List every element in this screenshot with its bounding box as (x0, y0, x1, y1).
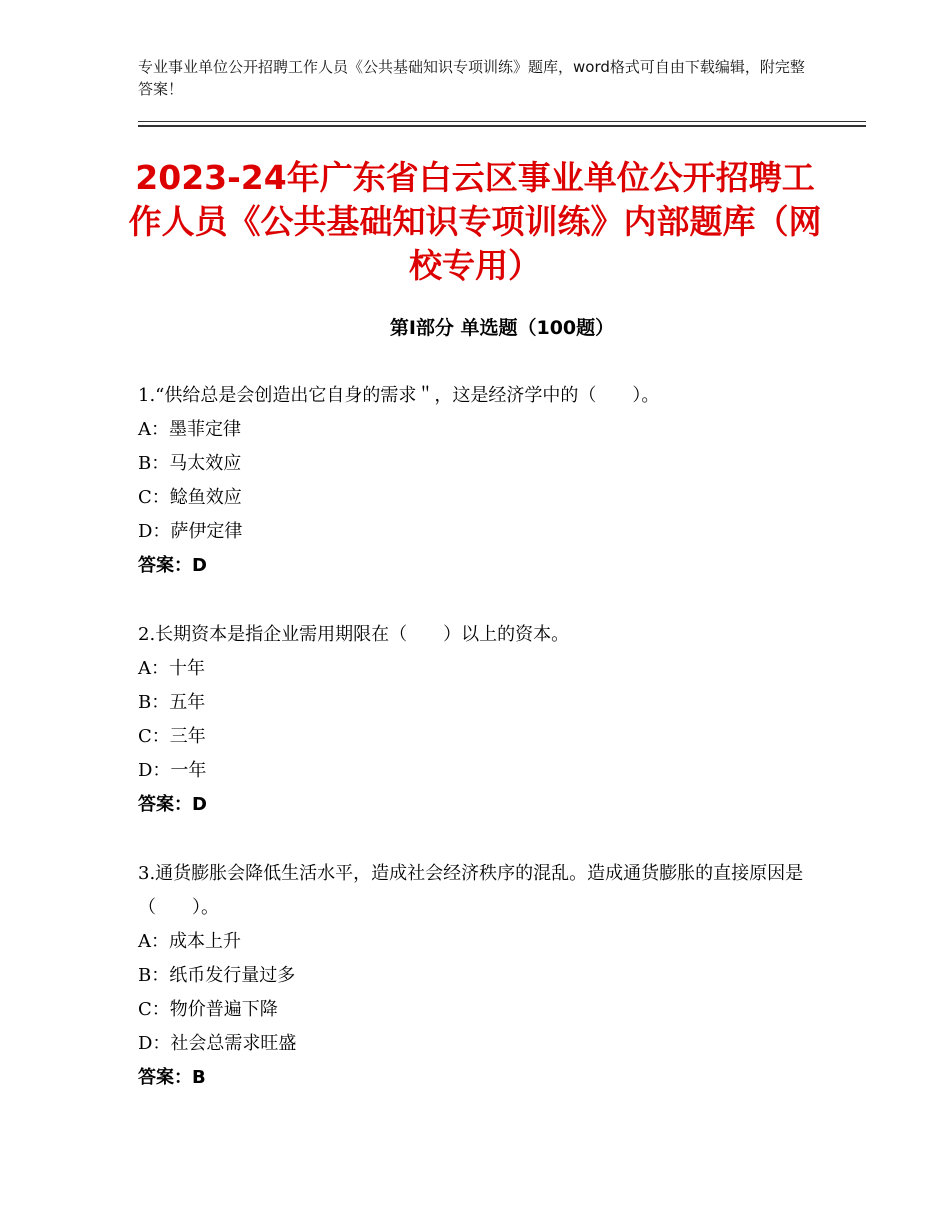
option-c: C：物价普遍下降 (138, 999, 278, 1020)
option-c: C：鲶鱼效应 (138, 487, 242, 508)
question-stem: 1.“供给总是会创造出它自身的需求＂，这是经济学中的（ ）。 (138, 385, 660, 406)
section-title: 第Ⅰ部分 单选题（100题） (389, 317, 615, 339)
header-note: 专业事业单位公开招聘工作人员《公共基础知识专项训练》题库，word格式可自由下载编辑，附完整答案！ (138, 58, 805, 98)
question-1 (138, 379, 828, 583)
option-b: B：马太效应 (138, 453, 242, 474)
option-d: D：一年 (138, 760, 207, 781)
answer: 答案：D (138, 794, 207, 815)
option-b: B：五年 (138, 692, 206, 713)
answer: 答案：B (138, 1067, 206, 1088)
option-c: C：三年 (138, 726, 206, 747)
question-stem: 2.长期资本是指企业需用期限在（ ）以上的资本。 (138, 624, 570, 645)
question-2 (138, 618, 828, 822)
header-rule-thin (138, 121, 866, 122)
option-d: D：社会总需求旺盛 (138, 1033, 297, 1054)
answer: 答案：D (138, 555, 207, 576)
page-title: 2023-24年广东省白云区事业单位公开招聘工作人员《公共基础知识专项训练》内部题库（网校专用） (128, 158, 822, 285)
option-b: B：纸币发行量过多 (138, 965, 296, 986)
question-stem: 3.通货膨胀会降低生活水平，造成社会经济秩序的混乱。造成通货膨胀的直接原因是（ ）。 (138, 863, 804, 918)
option-a: A：十年 (138, 658, 205, 679)
option-a: A：成本上升 (138, 931, 241, 952)
option-d: D：萨伊定律 (138, 521, 243, 542)
question-3 (138, 857, 828, 1095)
option-a: A：墨菲定律 (138, 419, 241, 440)
header-rule-thick (138, 125, 866, 127)
